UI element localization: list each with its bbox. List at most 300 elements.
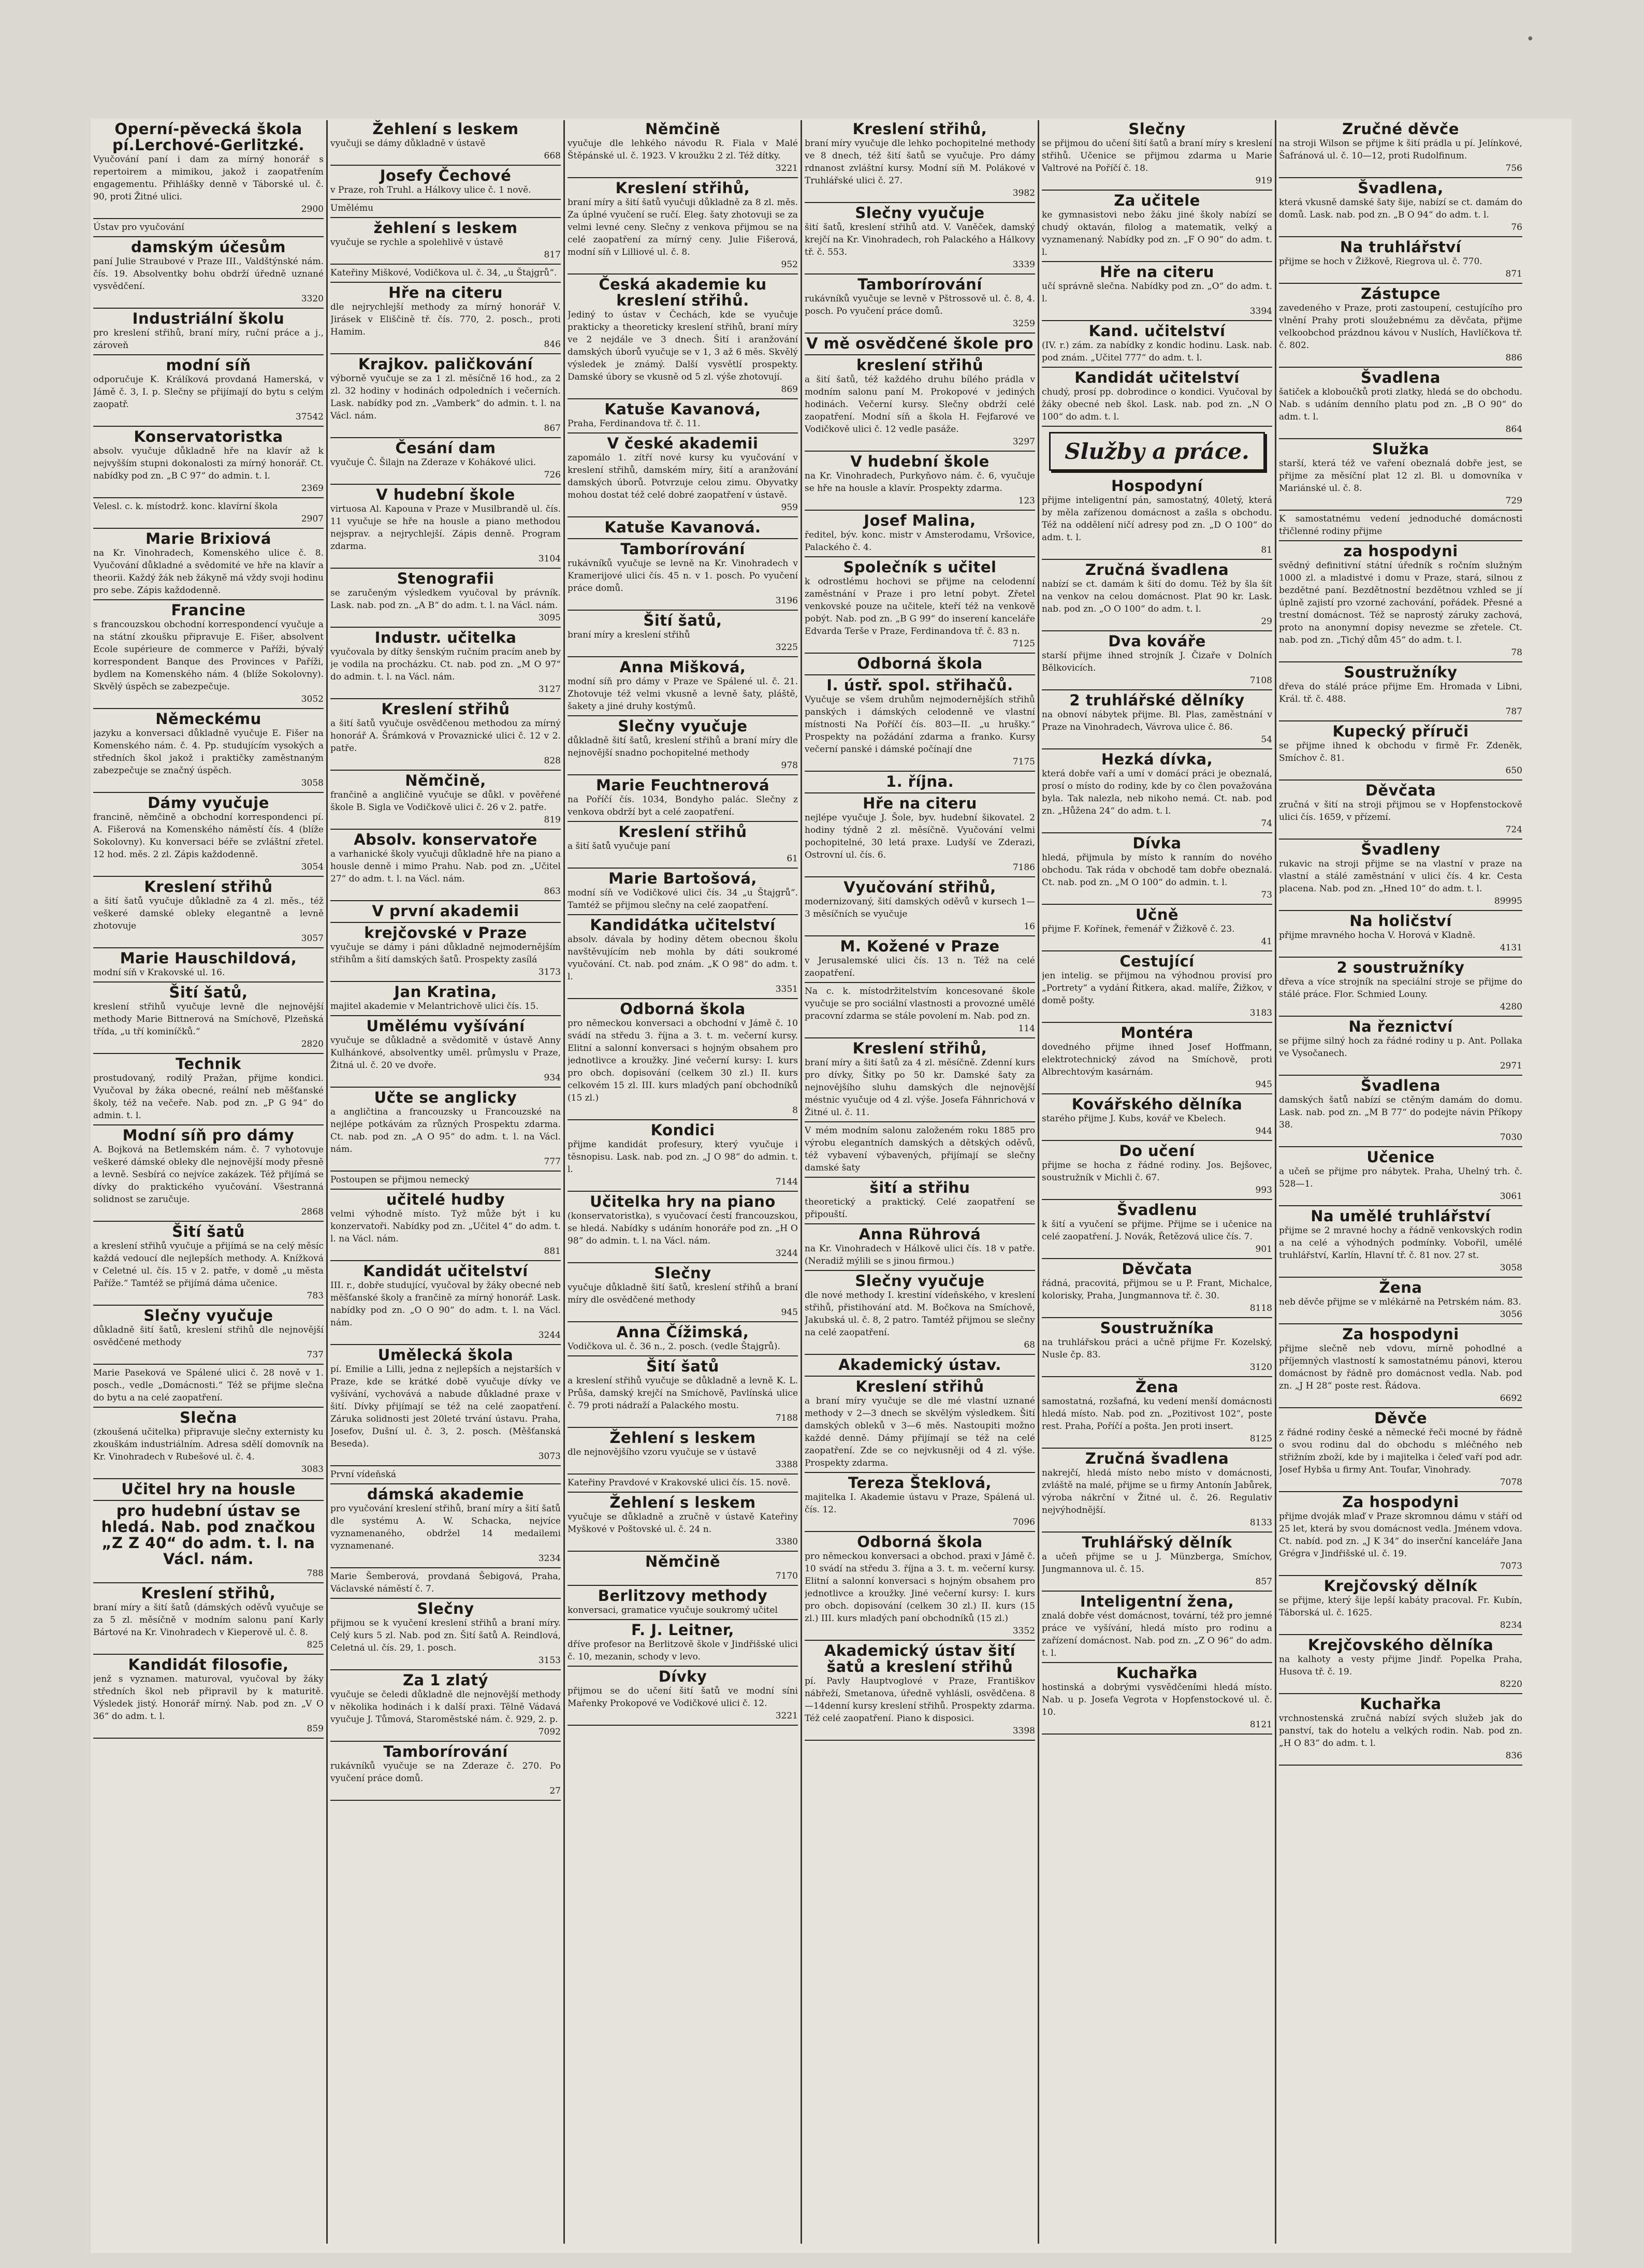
ad-text: a šití šatů, též každého druhu bílého prádla v modním salonu paní M. Prokopové v jediných hodinách. Večerní kursy. Slečny obdrží celé zaopatření. Modní síň a škola H. Fejfarové ve Vodičkově ulici č. 12 vedle pasáže. [805,374,1035,435]
ad-heading: Slečny vyučuje [855,204,985,222]
ad-number: 8220 [1500,1679,1522,1689]
classified-ad [330,354,561,438]
ad-number: 724 [1505,825,1522,835]
ad-heading: žehlení s leskem [373,219,518,237]
ad-heading: Tereza Šteklová, [848,1474,992,1492]
classified-ad [1042,191,1272,262]
classified-ad [805,203,1035,275]
ad-number: 959 [781,502,798,513]
ad-text: Praha, Ferdinandova tř. č. 11. [568,418,701,429]
ad-number: 4131 [1500,943,1522,953]
ad-text: k šití a vyučení se přijme. Přijme se i učenice na celé zaopatření. J. Novák, Řetězová ulice čís. 7. [1042,1219,1272,1242]
classified-ad [568,869,798,915]
ad-heading: Společník s učitel [843,558,997,576]
ad-number: 828 [544,756,561,766]
ad-heading: Kreslení střihů [144,878,273,895]
ad-heading: Kovářského dělníka [1071,1095,1243,1113]
ad-heading: Umělému vyšívání [366,1017,525,1035]
ad-number: 3183 [1249,1008,1272,1018]
ad-number: 6692 [1500,1393,1522,1404]
ad-heading: Šití šatů, [169,984,248,1001]
ad-heading: Švadlena [1361,369,1441,386]
ad-number: 825 [307,1640,324,1650]
classified-ad [805,675,1035,772]
ad-heading: I. ústř. spol. střihačů. [826,676,1013,694]
ad-number: 89995 [1494,896,1522,906]
ad-text: učí správně slečna. Nabídky pod zn. „O“ do adm. t. l. [1042,281,1272,304]
ad-text: starého přijme J. Kubs, kovář ve Kbelech. [1042,1114,1226,1124]
ad-number: 3388 [775,1460,798,1470]
ad-number: 869 [781,384,798,395]
ad-heading: Učte se anglicky [374,1089,517,1106]
ad-heading: Francine [171,601,246,619]
ad-heading: Marie Brixiová [146,530,271,547]
ad-text: frančině a angličině vyučuje se důkl. v pověřené škole B. Sigla ve Vodičkově ulici č. 26 v 2. patře. [330,790,561,813]
ad-text: přijme kandidát profesury, který vyučuje i těsnopisu. Lask. nab. pod zn. „J O 98“ do admin. t. l. [568,1139,798,1175]
ad-heading: Zástupce [1361,285,1441,302]
ad-heading: Truhlářský dělník [1082,1534,1232,1551]
ad-heading: Žena [1379,1279,1422,1296]
ad-number: 3052 [301,694,324,704]
ad-number: 864 [1505,424,1522,435]
ad-number: 836 [1505,1751,1522,1761]
ad-text: hostinská a dobrými vysvědčeními hledá místo. Nab. u p. Josefa Vegrota v Hopfenstockové ul. č. 10. [1042,1682,1272,1717]
ad-heading: učitelé hudby [386,1191,505,1208]
classified-ad [805,1271,1035,1355]
ad-heading: Švadlenu [1116,1201,1198,1219]
ad-heading: V hudební škole [376,486,515,503]
ad-heading: Akademický ústav šití šatů a kreslení střihů [824,1642,1016,1675]
ad-heading: Odborná škola [620,1000,746,1018]
classified-ad [330,923,561,982]
ad-heading: Kuchařka [1116,1664,1198,1682]
ad-text: na Poříčí čís. 1034, Bondyho palác. Slečny z venkova obdrží byt a celé zaopatření. [568,794,798,817]
classified-ad [93,355,324,427]
classified-ad [1042,905,1272,951]
ad-number: 8118 [1249,1303,1272,1313]
ad-number: 978 [781,760,798,771]
ad-number: 29 [1261,616,1272,627]
classified-ad [330,1172,561,1190]
ad-text: a učeň se přijme pro nábytek. Praha, Uhelný trh. č. 528—1. [1279,1166,1522,1189]
ad-text: se přijme, který šije lepší kabáty pracoval. Fr. Kubín, Táborská ul. č. 1625. [1279,1595,1522,1618]
column-1 [93,119,324,2248]
classified-ad [805,1532,1035,1641]
classified-ad [568,915,798,999]
ad-heading: Akademický ústav. [838,1356,1001,1374]
ad-text: K samostatnému vedení jednoduché domácnosti třičlenné rodiny přijme [1279,514,1522,537]
classified-ad [1042,476,1272,560]
ad-number: 7175 [1012,757,1035,767]
ad-text: paní Julie Straubové v Praze III., Valdštýnské nám. čís. 19. Absolventky bohu obdrží úředně uznané vysvědčení. [93,256,324,292]
classified-ad [330,218,561,265]
classified-ad [1279,1017,1522,1076]
ad-text: Kateřiny Pravdové v Krakovské ulici čís. 15. nově. [568,1478,791,1488]
ad-heading: Anna Rührová [859,1225,981,1243]
section-heading-box: Služby a práce. [1049,432,1265,471]
classified-ad [1279,511,1522,541]
ad-number: 81 [1261,545,1272,555]
ad-heading: Kuchařka [1360,1695,1442,1713]
ad-number: 867 [544,423,561,434]
ad-heading: V hudební škole [850,453,990,470]
ad-number: 7030 [1500,1132,1522,1143]
classified-ad [805,1473,1035,1532]
ad-text: vyučuje se důkladně a svědomitě v ústavě Anny Kulhánkové, absolventky uměl. průmyslu v Praze, Žitná ul. č. 20 ve dvoře. [330,1035,561,1071]
ad-text: jen intelig. se přijmou na výhodnou provisí pro „Portrety“ a vydání Řitkera, akad. malíře, Žižkov, v domě pošty. [1042,971,1272,1006]
classified-ad [568,119,798,178]
ad-text: dříve profesor na Berlitzově škole v Jindřišské ulici č. 10, mezanin, schody v levo. [568,1639,798,1662]
classified-ad [805,1224,1035,1271]
ad-heading: V české akademii [607,435,759,452]
classified-ad [330,901,561,923]
ad-heading: Odborná škola [857,1533,983,1551]
classified-ad [568,822,798,869]
classified-ad [93,427,324,498]
classified-ad [1279,1694,1522,1766]
ad-text: dřeva do stálé práce přijme Em. Hromada v Libni, Král. tř. č. 488. [1279,682,1522,704]
ad-text: konversaci, gramatice vyučuje soukromý učitel [568,1605,778,1615]
ad-heading: modní síň [166,356,251,374]
ad-text: šití šatů, kreslení střihů atd. V. Vaněček, damský krejčí na Kr. Vinohradech, roh Palackého a Hálkovy tř. č. 553. [805,222,1035,257]
ad-number: 7092 [538,1727,561,1737]
ad-text: pro kreslení střihů, braní míry, ruční práce a j., zároveň [93,328,324,351]
ad-heading: Kreslení střihů [855,1378,984,1395]
classified-ad [568,1263,798,1322]
classified-ad [330,265,561,283]
ad-heading: Hře na citeru [388,284,503,301]
ad-text: přijmou se k vyučení kreslení střihů a braní míry. Celý kurs 5 zl. Nab. pod zn. Šití šatů A. Reindlová, Celetná ul. čís. 29, 1. posch. [330,1618,561,1653]
classified-ad [1042,1200,1272,1259]
ad-text: a braní míry vyučuje se dle mé vlastní uznané methody v 2—3 dnech se skvělým výsledkem. Šití damských obleků v 3—6 měs. Nastoupiti možno každé denně. Dámy přijímají se též na celé zaopatření. Zde se co nejvkusněji od 4 zl. výše. Prospekty zdarma. [805,1396,1035,1468]
classified-ad [93,529,324,600]
ad-heading: Šití šatů [646,1357,719,1375]
classified-ad [1042,631,1272,690]
ad-heading: Na umělé truhlářství [1311,1207,1491,1225]
ad-text: vyučuje se dámy i páni důkladně nejmodernějším střihům a šití damských šatů. Prospekty zasílá [330,942,561,965]
ad-heading: Šití šatů, [643,612,722,629]
ad-text: theoretický a praktický. Celé zaopatření se připouští. [805,1197,1035,1220]
classified-ad [330,1261,561,1345]
ad-text: s francouzskou obchodní korrespondencí vyučuje a na státní zkoušku připravuje E. Fišer, absolvent Ecole supérieure de commerce v Paříži, bývalý korrespondent Banque des Provinces v Paříži, bydlem na Komenského nám. 4 (blíže Sokolovny). Skvělý úspěch se zabezpečuje. [93,619,324,692]
ad-heading: Děvčata [1365,782,1436,799]
classified-ad [805,772,1035,793]
classified-ad [1279,1206,1522,1278]
classified-ad [568,775,798,822]
ad-text: Marie Šemberová, provdaná Šebigová, Praha, Václavské náměstí č. 7. [330,1571,561,1594]
column-divider [563,120,565,2244]
classified-ad [568,539,798,611]
ad-number: 16 [1024,921,1035,932]
ad-text: vyučuje důkladně šití šatů, kreslení střihů a braní míry dle osvědčené methody [568,1282,798,1305]
ad-number: 2907 [301,514,324,524]
classified-ad [330,1345,561,1466]
ad-heading: Inteligentní žena, [1080,1593,1234,1610]
ad-heading: Žehlení s leskem [609,1494,756,1511]
ad-heading: Soustružníka [1100,1319,1214,1337]
classified-ad [330,569,561,628]
ad-number: 2971 [1500,1061,1522,1071]
ad-number: 3104 [538,554,561,564]
ad-number: 668 [544,151,561,161]
ad-text: vrchnostenská zručná nabízí svých služeb jak do panství, tak do hotelu a velkých rodin. Nab. pod zn. „H O 83“ do adm. t. l. [1279,1713,1522,1749]
ad-number: 777 [544,1157,561,1167]
classified-ad [93,1365,324,1408]
ad-text: vyučuje se čeledi důkladně dle nejnovější methody v několika hodinách i k další praxi. Tělně Vádavá vyučuje J. Tůmová, Staroměstské nám. č. 929, 2. p. [330,1689,561,1725]
ad-text: majitelka I. Akademie ústavu v Praze, Spálená ul. čís. 12. [805,1492,1035,1515]
ad-number: 123 [1018,496,1035,506]
classified-ad [1042,833,1272,905]
ad-text: nabízí se ct. damám k šití do domu. Též by šla šít na venkov na celou domácnost. Plat 90 kr. Lask. nab. pod zn. „O O 100“ do adm. t. l. [1042,579,1272,614]
ad-heading: Kupecký příruči [1332,723,1469,740]
ad-text: rukávníků vyučuje se levně v Pštrossově ul. č. 8, 4. posch. Po vyučení práce domů. [805,294,1035,316]
ad-text: Velesl. c. k. místodrž. konc. klavírní škola [93,501,278,512]
ad-text: braní míry a šití šatů vyučuji důkladně za 8 zl. měs. Za úplné vyučení se ručí. Eleg. šaty zhotovuji se za velmi levné ceny. Slečny z venkova přijmou se na celé zaopatření za mírný ceny. Julie Fišerová, modní síň v Lilliové ul. č. 8. [568,197,798,257]
classified-ad [1279,284,1522,368]
classified-ad [568,1428,798,1475]
ad-text: výborně vyučuje se za 1 zl. měsíčně 16 hod., za 2 zl. 32 hodiny v hodinách odpoledních i večerních. Lask. nabídky pod zn. „Vamberk“ do admin. t. l. na Václ. nám. [330,373,561,421]
classified-ad [1279,368,1522,439]
ad-text: a šití šatů vyučuje paní [568,841,671,851]
ad-number: 7096 [1012,1517,1035,1527]
ad-heading: 2 soustružníky [1336,959,1465,976]
ad-text: zapomálo 1. zítří nové kursy ku vyučování v kreslení střihů, damském míry, šití a aranžování damských úborů. Potvrzuje celou zimu. Obyvatky mohou dostat též celé dobré zaopatření v ústavě. [568,453,798,500]
classified-ad [805,452,1035,511]
ad-heading: Montéra [1121,1024,1194,1042]
ad-heading: Zručné děvče [1342,120,1459,138]
ad-heading: Marie Bartošová, [608,870,757,887]
classified-ad [330,1016,561,1088]
classified-ad [568,1620,798,1667]
ad-number: 993 [1255,1185,1272,1195]
ad-number: 729 [1505,496,1522,506]
ad-number: 846 [544,339,561,350]
ad-text: pí. Pavly Hauptvoglové v Praze, Františkov nábřeží, Smetanova, úředně vyhlásli, osvědčena. 8—14denní kursy kreslení střihů. Prospekty zdarma. Též celé zaopatření. Piano k disposici. [805,1676,1035,1724]
ad-text: pí. Emilie a Lilli, jedna z nejlepších a nejstarších v Praze, kde se krátké době vyučuje dívky ve vyšívání, vychovává a nabude důkladné praxe v šití. Dívky přijímají se též na celé zaopatření. Záruka solidnosti jest 20leté trvání ústavu. Praha, Josefov, Dušní ul. č. 3, 2. posch. (Měšťanská Beseda). [330,1364,561,1449]
ad-number: 68 [1024,1340,1035,1350]
ad-number: 756 [1505,163,1522,174]
classified-ad [568,399,798,434]
ad-number: 3394 [1249,306,1272,316]
ad-heading: Absolv. konservatoře [354,831,537,848]
ad-text: přijme dvoják mlaď v Praze skromnou dámu v stáří od 25 let, která by svou domácnost vedla. Jménem vdova. Ct. nabíd. pod zn. „J K 34“ do inserční kanceláře Jana Grégra v Jindřišské ul. č. 19. [1279,1511,1522,1559]
ad-number: 3398 [1012,1726,1035,1736]
classified-ad [805,1038,1035,1122]
ad-number: 3982 [1012,188,1035,198]
classified-ad [1279,662,1522,721]
ad-text: prostudovaný, rodilý Pražan, přijme kondici. Vyučoval by žáka obecné, reální neb měšťanské školy, též na večeře. Nab. pod zn. „P G 94“ do admin. t. l. [93,1073,324,1121]
classified-ad [1042,1449,1272,1533]
ad-text: se přijme ihned k obchodu v firmě Fr. Zdeněk, Smíchov č. 81. [1279,741,1522,763]
classified-ad [330,771,561,830]
ad-text: přijme mravného hocha V. Horová v Kladně. [1279,930,1476,941]
classified-ad [568,1493,798,1552]
ad-number: 871 [1505,269,1522,279]
ad-heading: Kreslení střihů, [141,1584,276,1602]
ad-text: dle nejnovějšího vzoru vyučuje se v ústavě [568,1447,757,1457]
classified-ad [805,936,1035,983]
ad-heading: Na truhlářství [1340,238,1462,256]
ad-number: 3221 [775,1711,798,1721]
ad-text: modní síň pro dámy v Praze ve Spálené ul. č. 21. Zhotovuje též velmi vkusně a levně šaty, pláště, šakety a jiné druhy kostýmů. [568,676,798,712]
ad-text: velmi výhodně místo. Tyž může být i ku konzervatoři. Nabídky pod zn. „Učitel 4“ do adm. t. l. na Václ. nám. [330,1209,561,1244]
ad-heading: Dámy vyučuje [148,794,269,812]
ad-number: 901 [1255,1244,1272,1254]
ad-number: 8121 [1249,1720,1272,1730]
ad-heading: Krejčovský dělník [1323,1577,1478,1595]
classified-ad [93,983,324,1054]
ad-heading: Kand. učitelství [1088,322,1226,340]
ad-heading: Krejčovského dělníka [1307,1636,1494,1654]
classified-ad [805,1377,1035,1473]
classified-ad [1279,237,1522,284]
ad-number: 945 [781,1307,798,1318]
classified-ad [1279,1635,1522,1694]
ad-heading: Katuše Kavanová, [604,400,761,418]
ad-number: 8234 [1500,1620,1522,1630]
ad-number: 3127 [538,684,561,695]
classified-ad [330,200,561,218]
ad-heading: Žehlení s leskem [609,1429,756,1447]
ad-heading: Do učení [1119,1142,1195,1160]
ad-text: svědný definitivní státní úředník s ročním služným 1000 zl. a mladistvé i domu v Praze, stará, silnou z bezdětné paní. Bezdětnostní bezdětnou vzhled se jí úplně zajistí pro vzorné zachování, pořádek. Přesné a trestní domácnost. Též se naprostý záruky zachová, proto na anonymní dopisy nevezme se zřetele. Ct. nab. pod zn. „Tichý dům 45“ do adm. t. l. [1279,560,1522,645]
ad-text: Kateřiny Miškové, Vodičkova ul. č. 34, „u Štajgrů“. [330,268,557,278]
ad-text: (zkoušená učitelka) připravuje slečny externisty ku zkouškám industriálním. Adresa sdělí domovník na Kr. Vinohradech v Rubešové ul. č. 4. [93,1427,324,1462]
classified-ad [1042,1533,1272,1592]
ad-number: 2820 [301,1039,324,1049]
ad-number: 2900 [301,204,324,214]
ad-text: Ústav pro vyučování [93,222,184,233]
classified-ad [93,1125,324,1222]
classified-ad [568,1475,798,1493]
ad-heading: Hře na citeru [863,794,977,812]
ad-text: pro německou konversaci a obchodní v Jámě č. 10 svádí na středu 3. října a 3. t. m. večerní kursy. Elitní a salonní konversaci s hojným obsahem pro jednotlivce a kroužky. Jiné večerní kursy: I. kurs pro obch. dopisování (celkem 30 zl.) II. kurs celkovém 15 zl. III. kurs mladých paní obchodníků (15 zl.) [568,1018,798,1103]
ad-text: a šití šatů vyučuje osvědčenou methodou za mírný honorář A. Šrámková v Provaznické ulici č. 12 v 2. patře. [330,718,561,754]
ad-text: na Kr. Vinohradech, Purkyňovo nám. č. 6, vyučuje se hře na housle a klavír. Prospekty zdarma. [805,471,1035,494]
ad-heading: Služka [1372,440,1430,458]
ad-number: 3244 [775,1248,798,1259]
ad-heading: Kandidátka učitelství [590,916,776,934]
classified-ad [93,1306,324,1365]
ad-heading: Učitelka hry na piano [590,1193,776,1210]
classified-ad [330,1568,561,1599]
classified-ad [1042,1259,1272,1318]
ad-text: vyučuji se dámy důkladně v ústavě [330,138,486,149]
classified-ad [1042,1663,1272,1735]
ad-text: virtuosa Al. Kapouna v Praze v Musilbrandě ul. čís. 11 vyučuje se hře na housle a piano methodou nejsprav. a nejrychlejší. Zápis denně. Program zdarma. [330,504,561,552]
ad-heading: Kreslení střihů, [615,179,750,197]
classified-ad [805,355,1035,452]
ad-number: 7144 [775,1177,798,1187]
classified-ad [330,119,561,166]
ad-text: vyučuje se důkladně a zručně v ústavě Kateřiny Myškové v Poštovské ul. č. 24 n. [568,1512,798,1535]
ad-heading: Krajkov. paličkování [358,355,533,373]
classified-ad [330,1190,561,1261]
ad-text: jazyku a konversaci důkladně vyučuje E. Fišer na Komenského nám. č. 4. Pp. studujícím vysokých a středních škol jakož i praktičky zaměstnaným zabezpečuje se značný úspěch. [93,728,324,776]
ad-text: damských šatů nabízí se ctěným damám do domu. Lask. nab. pod zn. „M B 77“ do podejte návin Příkopy 38. [1279,1095,1522,1130]
ad-text: samostatná, rozšafná, ku vedení menší domácnosti hledá místo. Nab. pod zn. „Pozitivost 102“, poste rest. Praha, Poříčí a pošta. Jen proti insert. [1042,1396,1272,1432]
ad-heading: Slečny vyučuje [855,1272,985,1290]
ad-heading: Kreslení střihů, [852,1039,987,1057]
classified-ad [1279,119,1522,178]
classified-ad [805,334,1035,355]
ad-text: starší, která též ve vaření obeznalá dobře jest, se přijme za měsíční plat 12 zl. Bl. u domovníka v Mariánské ul. č. 8. [1279,458,1522,494]
ad-number: 7125 [1012,639,1035,649]
ad-number: 3058 [1500,1263,1522,1273]
classified-ad [330,1088,561,1172]
ad-heading: Dívky [658,1668,707,1685]
ad-heading: Industr. učitelka [374,629,517,646]
ad-heading: Děvčata [1122,1260,1192,1278]
ad-number: 37542 [295,412,324,422]
ad-text: a kreslení střihů vyučuje se důkladně a levně K. L. Průša, damský krejčí na Smíchově, Pavlínská ulice č. 79 proti nádraží a Palackého mostu. [568,1376,798,1411]
ad-text: dřeva a více strojník na speciální stroje se přijme do stálé práce. Flor. Schmied Louny. [1279,977,1522,1000]
ad-heading: Slečny [1128,120,1186,138]
ad-heading: Industriální školu [132,310,285,327]
classified-ad [568,178,798,275]
ad-text: Na c. k. místodržitelstvím koncesované škole vyučuje se pro sociální vlastnosti a provozné umělé pracovní zdarma se stále povolení m. Nab. pod zn. [805,986,1035,1021]
ad-number: 27 [549,1786,561,1796]
ad-text: Vodičkova ul. č. 36 n., 2. posch. (vedle Štajgrů). [568,1341,780,1352]
classified-ad [1279,911,1522,958]
ad-text: k odrostlému hochovi se přijme na celodenní zaměstnání v Praze i pro letní pobyt. Zřetel venkovské pouze na učitele, kteří též na venkově pobýt. Nab. pod zn. „B G 99“ do inserení kanceláře Edvarda Terše v Praze, Ferdinandova tř. č. 83 n. [805,576,1035,637]
ad-text: přijmou se do učení šití šatů ve modní síni Mařenky Prokopové ve Vodičkové ulici č. 12. [568,1686,798,1709]
ad-text: rukavic na stroji přijme se na vlastní v praze na vlastní a stálé zaměstnání v ulici čís. 4 kr. Cesta placena. Nab. pod zn. „Hned 10“ do adm. t. l. [1279,859,1522,894]
ad-number: 7186 [1012,862,1035,873]
ad-heading: Kreslení střihů, [852,120,987,138]
ad-text: Postoupen se přijmou nemecký [330,1175,470,1185]
classified-ad [805,511,1035,557]
ad-heading: Švadlena, [1358,179,1444,197]
ad-heading: Slečny [654,1264,711,1282]
ad-text: přijme F. Kořínek, řemenář v Žižkově č. 23. [1042,924,1235,934]
classified-ad [805,275,1035,334]
ad-text: starší přijme ihned strojník J. Čizaře v Dolních Bělkovicích. [1042,651,1272,673]
ad-heading: Modní síň pro dámy [122,1126,295,1144]
ad-heading: Slečny vyučuje [618,717,748,735]
classified-ad [1042,1318,1272,1377]
classified-ad [805,119,1035,203]
classified-ad [568,1552,798,1586]
ad-heading: šití a střihu [869,1179,970,1196]
ad-heading: Na holičství [1349,912,1452,930]
ad-text: v Praze, roh Truhl. a Hálkovy ulice č. 1 nově. [330,185,531,195]
ad-number: 726 [544,470,561,480]
ad-text: absolv. vyučuje důkladně hře na klavír až k nejvyšším stupni dokonalosti za mírný honorář. Ct. nabídky pod zn. „B C 97“ do admin. t. l. [93,446,324,481]
ad-text: řádná, pracovitá, přijmou se u P. Frant, Michalce, kolorisky, Praha, Jungmannova tř. č. 30. [1042,1278,1272,1301]
ad-heading: Kreslení střihů [381,700,510,718]
ad-number: 3221 [775,163,798,174]
ad-heading: Kandidát učitelství [363,1262,528,1280]
classified-ad [93,948,324,983]
ad-heading: Hře na citeru [1100,263,1214,281]
ad-number: 945 [1255,1079,1272,1090]
classified-ad [93,1501,324,1583]
ad-heading: Kreslení střihů [618,823,747,841]
ad-number: 73 [1261,890,1272,900]
ad-heading: Josefy Čechové [380,167,512,184]
ad-number: 54 [1261,734,1272,745]
column-6 [1279,119,1522,2248]
ad-text: v Jerusalemské ulici čís. 13 n. Též na celé zaopatření. [805,956,1035,978]
ad-text: Vyučování paní i dam za mírný honorář s repertoirem a mimikou, jakož i zaopatřením engagementu. Přihlášky denně v Táborské ul. č. 90, proti Žitné ulici. [93,154,324,202]
ad-text: První vídeňská [330,1469,397,1480]
ad-heading: Švadlena [1361,1077,1441,1094]
ad-text: Vyučuje se všem druhům nejmodernějších střihů panských i dámských celodenně ve vlastní místnosti Na Poříčí čís. 803—II. „u hrušky.“ Prospekty na požádání zdarma a franko. Kursy večerní panské i dámské počínají dne [805,695,1035,755]
classified-ad [1042,951,1272,1023]
ad-text: braní míry a šití šatů (dámských oděvů vyučuje se za 5 zl. měsíčně v modním salonu paní Karly Bártové na Kr. Vinohradech v Kieperově ul. č. 8. [93,1602,324,1638]
ad-heading: Za 1 zlatý [402,1671,489,1689]
